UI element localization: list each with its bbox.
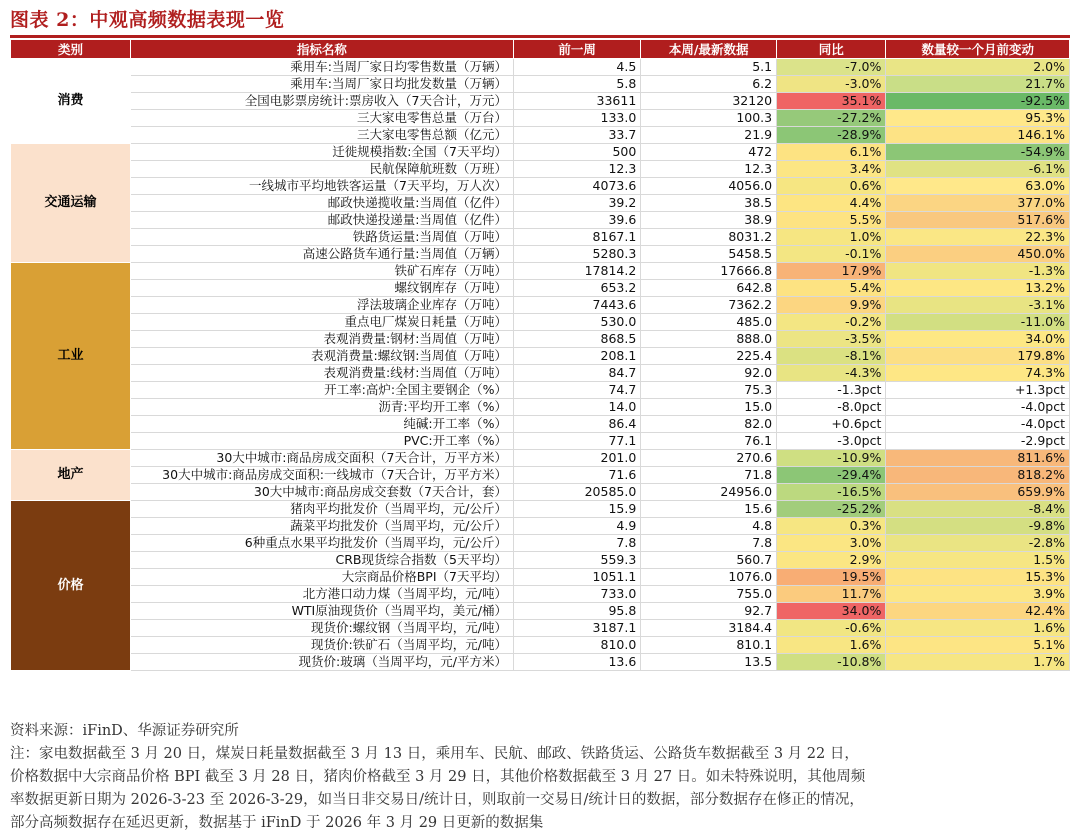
indicator-name-cell: 浮法玻璃企业库存（万吨）	[130, 297, 513, 314]
mom-change-cell: -54.9%	[886, 144, 1070, 161]
header-category: 类别	[11, 40, 131, 59]
current-value-cell: 76.1	[641, 433, 777, 450]
current-value-cell: 24956.0	[641, 484, 777, 501]
yoy-cell: -27.2%	[777, 110, 886, 127]
prev-week-cell: 71.6	[513, 467, 640, 484]
indicator-name-cell: 邮政快递揽收量:当周值（亿件）	[130, 195, 513, 212]
indicator-name-cell: 大宗商品价格BPI（7天平均）	[130, 569, 513, 586]
table-row	[11, 297, 1070, 314]
table-row	[11, 654, 1070, 671]
prev-week-cell: 33611	[513, 93, 640, 110]
table-row	[11, 263, 1070, 280]
table-row	[11, 637, 1070, 654]
table-row	[11, 110, 1070, 127]
yoy-cell: 0.6%	[777, 178, 886, 195]
current-value-cell: 3184.4	[641, 620, 777, 637]
category-cell: 价格	[11, 501, 131, 671]
yoy-cell: -10.8%	[777, 654, 886, 671]
table-row	[11, 450, 1070, 467]
prev-week-cell: 77.1	[513, 433, 640, 450]
indicator-name-cell: WTI原油现货价（当周平均，美元/桶）	[130, 603, 513, 620]
prev-week-cell: 39.2	[513, 195, 640, 212]
table-row	[11, 603, 1070, 620]
current-value-cell: 472	[641, 144, 777, 161]
indicator-name-cell: 螺纹钢库存（万吨）	[130, 280, 513, 297]
prev-week-cell: 74.7	[513, 382, 640, 399]
table-row	[11, 416, 1070, 433]
yoy-cell: 11.7%	[777, 586, 886, 603]
yoy-cell: 6.1%	[777, 144, 886, 161]
data-table	[10, 39, 1070, 671]
table-row	[11, 569, 1070, 586]
table-row	[11, 467, 1070, 484]
table-row	[11, 518, 1070, 535]
indicator-name-cell: 蔬菜平均批发价（当周平均，元/公斤）	[130, 518, 513, 535]
prev-week-cell: 3187.1	[513, 620, 640, 637]
mom-change-cell: 1.6%	[886, 620, 1070, 637]
mom-change-cell: 63.0%	[886, 178, 1070, 195]
current-value-cell: 4.8	[641, 518, 777, 535]
indicator-name-cell: 纯碱:开工率（%）	[130, 416, 513, 433]
current-value-cell: 6.2	[641, 76, 777, 93]
current-value-cell: 38.5	[641, 195, 777, 212]
indicator-name-cell: 北方港口动力煤（当周平均，元/吨）	[130, 586, 513, 603]
current-value-cell: 15.6	[641, 501, 777, 518]
mom-change-cell: 21.7%	[886, 76, 1070, 93]
prev-week-cell: 95.8	[513, 603, 640, 620]
indicator-name-cell: 乘用车:当周厂家日均零售数量（万辆）	[130, 59, 513, 76]
current-value-cell: 560.7	[641, 552, 777, 569]
table-row	[11, 59, 1070, 76]
mom-change-cell: -2.9pct	[886, 433, 1070, 450]
prev-week-cell: 653.2	[513, 280, 640, 297]
table-row	[11, 331, 1070, 348]
current-value-cell: 38.9	[641, 212, 777, 229]
yoy-cell: 34.0%	[777, 603, 886, 620]
current-value-cell: 92.0	[641, 365, 777, 382]
mom-change-cell: 74.3%	[886, 365, 1070, 382]
note-line: 部分高频数据存在延迟更新，数据基于 iFinD 于 2026 年 3 月 29 日更新的数据集	[10, 815, 544, 831]
yoy-cell: -16.5%	[777, 484, 886, 501]
yoy-cell: -25.2%	[777, 501, 886, 518]
yoy-cell: -0.2%	[777, 314, 886, 331]
prev-week-cell: 7443.6	[513, 297, 640, 314]
table-row	[11, 93, 1070, 110]
indicator-name-cell: 沥青:平均开工率（%）	[130, 399, 513, 416]
note-line: 价格数据中大宗商品价格 BPI 截至 3 月 28 日，猪肉价格截至 3 月 29 日，其他价格数据截至 3 月 27 日。如未特殊说明，其他周频	[10, 769, 866, 785]
table-row	[11, 144, 1070, 161]
yoy-cell: -3.0%	[777, 76, 886, 93]
category-cell: 地产	[11, 450, 131, 501]
indicator-name-cell: 乘用车:当周厂家日均批发数量（万辆）	[130, 76, 513, 93]
current-value-cell: 13.5	[641, 654, 777, 671]
prev-week-cell: 201.0	[513, 450, 640, 467]
category-cell: 交通运输	[11, 144, 131, 263]
mom-change-cell: 146.1%	[886, 127, 1070, 144]
note-line: 率数据更新日期为 2026-3-23 至 2026-3-29，如当日非交易日/统计日，则取前一交易日/统计日的数据，部分数据存在修正的情况，	[10, 792, 864, 808]
mom-change-cell: -2.8%	[886, 535, 1070, 552]
mom-change-cell: -4.0pct	[886, 416, 1070, 433]
table-row	[11, 161, 1070, 178]
current-value-cell: 17666.8	[641, 263, 777, 280]
prev-week-cell: 1051.1	[513, 569, 640, 586]
mom-change-cell: 659.9%	[886, 484, 1070, 501]
prev-week-cell: 20585.0	[513, 484, 640, 501]
current-value-cell: 642.8	[641, 280, 777, 297]
indicator-name-cell: 铁路货运量:当周值（万吨）	[130, 229, 513, 246]
yoy-cell: 17.9%	[777, 263, 886, 280]
current-value-cell: 12.3	[641, 161, 777, 178]
prev-week-cell: 12.3	[513, 161, 640, 178]
yoy-cell: -4.3%	[777, 365, 886, 382]
mom-change-cell: -1.3%	[886, 263, 1070, 280]
current-value-cell: 1076.0	[641, 569, 777, 586]
table-row	[11, 484, 1070, 501]
yoy-cell: -8.0pct	[777, 399, 886, 416]
table-row	[11, 501, 1070, 518]
current-value-cell: 485.0	[641, 314, 777, 331]
mom-change-cell: 5.1%	[886, 637, 1070, 654]
prev-week-cell: 868.5	[513, 331, 640, 348]
prev-week-cell: 13.6	[513, 654, 640, 671]
indicator-name-cell: 现货价:螺纹钢（当周平均，元/吨）	[130, 620, 513, 637]
prev-week-cell: 500	[513, 144, 640, 161]
title-rule	[10, 35, 1070, 38]
yoy-cell: -0.6%	[777, 620, 886, 637]
current-value-cell: 755.0	[641, 586, 777, 603]
table-row	[11, 314, 1070, 331]
prev-week-cell: 133.0	[513, 110, 640, 127]
indicator-name-cell: 表观消费量:钢材:当周值（万吨）	[130, 331, 513, 348]
prev-week-cell: 5.8	[513, 76, 640, 93]
indicator-name-cell: 全国电影票房统计:票房收入（7天合计，万元）	[130, 93, 513, 110]
table-body	[11, 59, 1070, 671]
current-value-cell: 8031.2	[641, 229, 777, 246]
yoy-cell: -8.1%	[777, 348, 886, 365]
yoy-cell: +0.6pct	[777, 416, 886, 433]
yoy-cell: -7.0%	[777, 59, 886, 76]
mom-change-cell: -11.0%	[886, 314, 1070, 331]
yoy-cell: 19.5%	[777, 569, 886, 586]
current-value-cell: 100.3	[641, 110, 777, 127]
yoy-cell: -3.0pct	[777, 433, 886, 450]
prev-week-cell: 810.0	[513, 637, 640, 654]
mom-change-cell: -3.1%	[886, 297, 1070, 314]
yoy-cell: 1.0%	[777, 229, 886, 246]
table-row	[11, 280, 1070, 297]
yoy-cell: 4.4%	[777, 195, 886, 212]
indicator-name-cell: CRB现货综合指数（5天平均）	[130, 552, 513, 569]
indicator-name-cell: 民航保障航班数（万班）	[130, 161, 513, 178]
yoy-cell: -10.9%	[777, 450, 886, 467]
header-current: 本周/最新数据	[641, 40, 777, 59]
table-row	[11, 76, 1070, 93]
mom-change-cell: 811.6%	[886, 450, 1070, 467]
prev-week-cell: 39.6	[513, 212, 640, 229]
category-cell: 消费	[11, 59, 131, 144]
indicator-name-cell: 30大中城市:商品房成交面积（7天合计，万平方米）	[130, 450, 513, 467]
mom-change-cell: -8.4%	[886, 501, 1070, 518]
current-value-cell: 5.1	[641, 59, 777, 76]
mom-change-cell: 2.0%	[886, 59, 1070, 76]
indicator-name-cell: 铁矿石库存（万吨）	[130, 263, 513, 280]
prev-week-cell: 5280.3	[513, 246, 640, 263]
mom-change-cell: 1.5%	[886, 552, 1070, 569]
current-value-cell: 4056.0	[641, 178, 777, 195]
table-row	[11, 127, 1070, 144]
indicator-name-cell: 猪肉平均批发价（当周平均，元/公斤）	[130, 501, 513, 518]
indicator-name-cell: 开工率:高炉:全国主要钢企（%）	[130, 382, 513, 399]
table-row	[11, 382, 1070, 399]
source-line: 资料来源：iFinD、华源证券研究所	[10, 723, 239, 739]
mom-change-cell: 517.6%	[886, 212, 1070, 229]
indicator-name-cell: 一线城市平均地铁客运量（7天平均，万人次）	[130, 178, 513, 195]
current-value-cell: 15.0	[641, 399, 777, 416]
indicator-name-cell: 迁徙规模指数:全国（7天平均）	[130, 144, 513, 161]
indicator-name-cell: PVC:开工率（%）	[130, 433, 513, 450]
yoy-cell: 0.3%	[777, 518, 886, 535]
yoy-cell: 5.4%	[777, 280, 886, 297]
current-value-cell: 7362.2	[641, 297, 777, 314]
prev-week-cell: 208.1	[513, 348, 640, 365]
yoy-cell: -0.1%	[777, 246, 886, 263]
indicator-name-cell: 现货价:玻璃（当周平均，元/平方米）	[130, 654, 513, 671]
header-indicator: 指标名称	[130, 40, 513, 59]
header-prev-week: 前一周	[513, 40, 640, 59]
prev-week-cell: 14.0	[513, 399, 640, 416]
indicator-name-cell: 邮政快递投递量:当周值（亿件）	[130, 212, 513, 229]
table-row	[11, 399, 1070, 416]
mom-change-cell: -92.5%	[886, 93, 1070, 110]
yoy-cell: 35.1%	[777, 93, 886, 110]
current-value-cell: 225.4	[641, 348, 777, 365]
header-yoy: 同比	[777, 40, 886, 59]
prev-week-cell: 4073.6	[513, 178, 640, 195]
mom-change-cell: 450.0%	[886, 246, 1070, 263]
mom-change-cell: 179.8%	[886, 348, 1070, 365]
mom-change-cell: 377.0%	[886, 195, 1070, 212]
header-row	[11, 40, 1070, 59]
footer-notes	[10, 720, 1075, 835]
table-row	[11, 433, 1070, 450]
yoy-cell: -28.9%	[777, 127, 886, 144]
prev-week-cell: 4.5	[513, 59, 640, 76]
indicator-name-cell: 表观消费量:螺纹钢:当周值（万吨）	[130, 348, 513, 365]
prev-week-cell: 86.4	[513, 416, 640, 433]
indicator-name-cell: 三大家电零售总额（亿元）	[130, 127, 513, 144]
mom-change-cell: 34.0%	[886, 331, 1070, 348]
indicator-name-cell: 三大家电零售总量（万台）	[130, 110, 513, 127]
indicator-name-cell: 现货价:铁矿石（当周平均，元/吨）	[130, 637, 513, 654]
prev-week-cell: 559.3	[513, 552, 640, 569]
indicator-name-cell: 重点电厂煤炭日耗量（万吨）	[130, 314, 513, 331]
yoy-cell: 3.4%	[777, 161, 886, 178]
yoy-cell: -1.3pct	[777, 382, 886, 399]
current-value-cell: 71.8	[641, 467, 777, 484]
table-row	[11, 348, 1070, 365]
current-value-cell: 270.6	[641, 450, 777, 467]
prev-week-cell: 17814.2	[513, 263, 640, 280]
mom-change-cell: 13.2%	[886, 280, 1070, 297]
prev-week-cell: 8167.1	[513, 229, 640, 246]
yoy-cell: 3.0%	[777, 535, 886, 552]
prev-week-cell: 7.8	[513, 535, 640, 552]
header-mom: 数量较一个月前变动	[886, 40, 1070, 59]
mom-change-cell: 818.2%	[886, 467, 1070, 484]
indicator-name-cell: 6种重点水果平均批发价（当周平均，元/公斤）	[130, 535, 513, 552]
yoy-cell: -3.5%	[777, 331, 886, 348]
prev-week-cell: 4.9	[513, 518, 640, 535]
current-value-cell: 82.0	[641, 416, 777, 433]
figure-title: 图表 2：中观高频数据表现一览	[10, 9, 285, 31]
yoy-cell: 1.6%	[777, 637, 886, 654]
current-value-cell: 92.7	[641, 603, 777, 620]
prev-week-cell: 530.0	[513, 314, 640, 331]
mom-change-cell: 95.3%	[886, 110, 1070, 127]
table-row	[11, 552, 1070, 569]
yoy-cell: -29.4%	[777, 467, 886, 484]
mom-change-cell: 1.7%	[886, 654, 1070, 671]
indicator-name-cell: 表观消费量:线材:当周值（万吨）	[130, 365, 513, 382]
indicator-name-cell: 30大中城市:商品房成交套数（7天合计，套）	[130, 484, 513, 501]
current-value-cell: 7.8	[641, 535, 777, 552]
current-value-cell: 810.1	[641, 637, 777, 654]
current-value-cell: 888.0	[641, 331, 777, 348]
prev-week-cell: 733.0	[513, 586, 640, 603]
table-row	[11, 586, 1070, 603]
mom-change-cell: 22.3%	[886, 229, 1070, 246]
yoy-cell: 5.5%	[777, 212, 886, 229]
note-line: 注：家电数据截至 3 月 20 日，煤炭日耗量数据截至 3 月 13 日，乘用车、民航、邮政、铁路货运、公路货车数据截至 3 月 22 日，	[10, 746, 859, 762]
current-value-cell: 21.9	[641, 127, 777, 144]
indicator-name-cell: 30大中城市:商品房成交面积:一线城市（7天合计，万平方米）	[130, 467, 513, 484]
mom-change-cell: 42.4%	[886, 603, 1070, 620]
prev-week-cell: 15.9	[513, 501, 640, 518]
current-value-cell: 32120	[641, 93, 777, 110]
mom-change-cell: -4.0pct	[886, 399, 1070, 416]
mom-change-cell: +1.3pct	[886, 382, 1070, 399]
table-row	[11, 229, 1070, 246]
mom-change-cell: 3.9%	[886, 586, 1070, 603]
table-row	[11, 535, 1070, 552]
current-value-cell: 5458.5	[641, 246, 777, 263]
mom-change-cell: -9.8%	[886, 518, 1070, 535]
current-value-cell: 75.3	[641, 382, 777, 399]
mom-change-cell: -6.1%	[886, 161, 1070, 178]
prev-week-cell: 84.7	[513, 365, 640, 382]
table-row	[11, 178, 1070, 195]
indicator-name-cell: 高速公路货车通行量:当周值（万辆）	[130, 246, 513, 263]
table-row	[11, 195, 1070, 212]
table-row	[11, 212, 1070, 229]
mom-change-cell: 15.3%	[886, 569, 1070, 586]
table-row	[11, 620, 1070, 637]
category-cell: 工业	[11, 263, 131, 450]
prev-week-cell: 33.7	[513, 127, 640, 144]
table-row	[11, 365, 1070, 382]
table-row	[11, 246, 1070, 263]
yoy-cell: 9.9%	[777, 297, 886, 314]
yoy-cell: 2.9%	[777, 552, 886, 569]
